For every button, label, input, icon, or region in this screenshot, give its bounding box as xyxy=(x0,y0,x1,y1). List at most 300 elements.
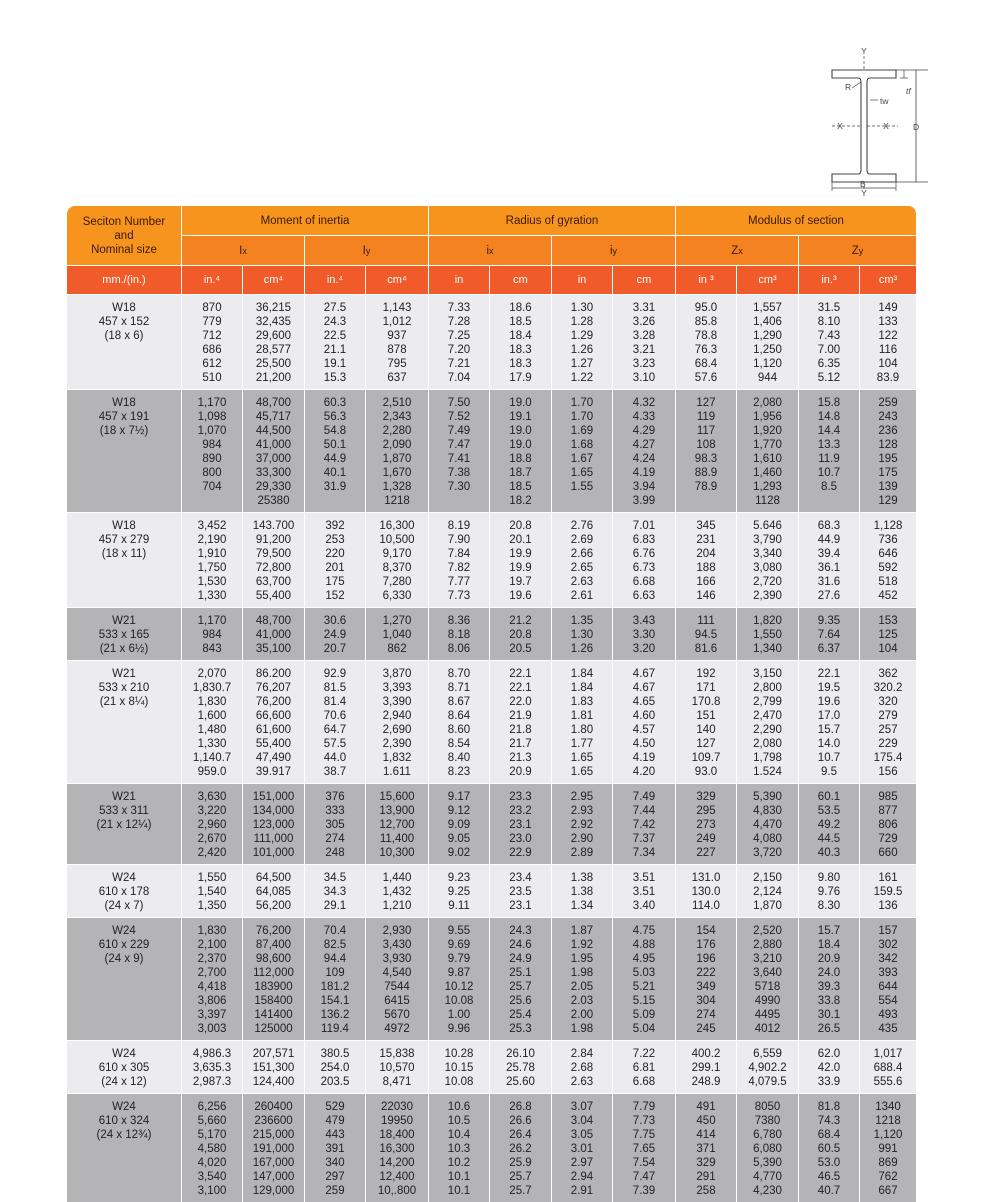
value: 2.65 xyxy=(570,562,594,574)
value: 9.5 xyxy=(821,766,837,778)
value: 7.47 xyxy=(447,439,471,451)
value: 2.91 xyxy=(570,1185,594,1197)
value: 18.4 xyxy=(509,330,532,342)
value: 1218 xyxy=(875,1115,901,1127)
value: 116 xyxy=(878,344,898,356)
value: 7.75 xyxy=(632,1129,656,1141)
value: 8.40 xyxy=(447,752,471,764)
value: 25.60 xyxy=(506,1076,535,1088)
value: 7.43 xyxy=(817,330,841,342)
section-properties-table xyxy=(67,206,917,1202)
value: 11.9 xyxy=(818,453,840,465)
value-cell xyxy=(182,295,243,389)
section-label: (21 x 12¼) xyxy=(96,819,152,831)
value: 127 xyxy=(696,738,716,750)
value: 229 xyxy=(878,738,898,750)
section-label: 533 x 311 xyxy=(99,805,149,817)
value: 2.69 xyxy=(570,534,594,546)
value: 2.66 xyxy=(570,548,594,560)
value: 712 xyxy=(202,330,222,342)
table-body xyxy=(67,294,917,1202)
value: 44.9 xyxy=(323,453,347,465)
value: 16,300 xyxy=(379,520,415,532)
value xyxy=(552,494,612,508)
value: 1.84 xyxy=(570,668,594,680)
value xyxy=(799,494,859,508)
value: 291 xyxy=(696,1171,716,1183)
value: 2.97 xyxy=(570,1157,594,1169)
value: 1,012 xyxy=(382,316,412,328)
value: 140 xyxy=(696,724,716,736)
value-cell xyxy=(737,865,799,917)
value: 149 xyxy=(878,302,898,314)
value: 3.10 xyxy=(632,372,656,384)
value-cell xyxy=(182,918,243,1040)
value-cell xyxy=(552,865,613,917)
value: 18.3 xyxy=(509,358,532,370)
value-cell xyxy=(366,1094,429,1202)
value: 159.5 xyxy=(873,886,903,898)
value: 1,550 xyxy=(753,629,782,641)
value: 295 xyxy=(696,805,716,817)
value: 1.80 xyxy=(570,724,594,736)
value: 34.3 xyxy=(323,886,347,898)
value: 8.23 xyxy=(447,766,471,778)
modulus-of-section-header: Modulus of section xyxy=(676,206,917,235)
value: 1.27 xyxy=(570,358,594,370)
value: 25,500 xyxy=(255,358,292,370)
value-cell xyxy=(305,608,366,660)
value: 86.200 xyxy=(255,668,292,680)
value: 114.0 xyxy=(692,900,720,912)
value: 15,838 xyxy=(379,1048,415,1060)
value: 3.51 xyxy=(632,872,656,884)
value-cell xyxy=(490,608,552,660)
value: 1,920 xyxy=(753,425,782,437)
value: 1.22 xyxy=(570,372,594,384)
value: 667 xyxy=(878,1185,898,1197)
value: 15.8 xyxy=(817,397,841,409)
value: 18.3 xyxy=(509,344,532,356)
value: 6.37 xyxy=(817,643,841,655)
section-label: (24 x 9) xyxy=(104,953,144,965)
section-label: W24 xyxy=(112,925,136,937)
value: 3.30 xyxy=(632,629,656,641)
value: 479 xyxy=(325,1115,345,1127)
value: 231 xyxy=(696,534,716,546)
value: 76,200 xyxy=(255,925,292,937)
value: 3.01 xyxy=(570,1143,594,1155)
value: 1,017 xyxy=(873,1048,903,1060)
value-cell xyxy=(799,1041,860,1093)
value: 3.51 xyxy=(632,886,656,898)
value: 2,070 xyxy=(197,668,227,680)
value: 175 xyxy=(325,576,345,588)
value: 2,510 xyxy=(382,397,412,409)
value: 25.7 xyxy=(509,981,532,993)
value: 204 xyxy=(696,548,716,560)
value: 143.700 xyxy=(252,520,295,532)
value: 340 xyxy=(325,1157,345,1169)
value: 435 xyxy=(878,1023,898,1035)
value: 24.6 xyxy=(509,939,532,951)
value: 18.8 xyxy=(509,453,532,465)
value: 32,435 xyxy=(255,316,292,328)
value-cell xyxy=(552,661,613,783)
value: 4.19 xyxy=(632,467,656,479)
section-label: (24 x 7) xyxy=(104,900,144,912)
value: 2,690 xyxy=(382,724,412,736)
value-cell xyxy=(429,784,490,864)
value: 152 xyxy=(325,590,345,602)
value: 1,210 xyxy=(382,900,412,912)
value: 1,040 xyxy=(382,629,412,641)
subgroup-subscript: x xyxy=(489,245,494,256)
value: 1.70 xyxy=(570,397,594,409)
value: 1,128 xyxy=(873,520,903,532)
value: 4,986.3 xyxy=(192,1048,232,1060)
value: 8,370 xyxy=(382,562,412,574)
unit-header: cm³ xyxy=(737,265,799,294)
value: 10.7 xyxy=(817,752,841,764)
value: 7.39 xyxy=(632,1185,656,1197)
value: 6,256 xyxy=(197,1101,227,1113)
value: 3.04 xyxy=(570,1115,594,1127)
section-header-line-2: and xyxy=(114,229,134,242)
subgroup-subscript: y xyxy=(858,245,864,256)
value: 111 xyxy=(697,615,715,627)
value-cell xyxy=(243,784,305,864)
value: 362 xyxy=(878,668,898,680)
value-cell xyxy=(737,661,799,783)
value: 1.77 xyxy=(570,738,594,750)
value: 10.28 xyxy=(444,1048,474,1060)
value-cell xyxy=(799,1094,860,1202)
value: 3,210 xyxy=(753,953,782,965)
section-cell xyxy=(67,918,182,1040)
value: 55,400 xyxy=(255,590,292,602)
value-cell xyxy=(305,661,366,783)
value: 392 xyxy=(325,520,345,532)
value: 1,910 xyxy=(197,548,227,560)
value: 44,500 xyxy=(255,425,292,437)
value: 3.05 xyxy=(570,1129,594,1141)
value: 4.33 xyxy=(632,411,656,423)
value: 1.30 xyxy=(570,629,594,641)
table-row xyxy=(67,660,917,783)
value: 890 xyxy=(202,453,222,465)
value: 2,799 xyxy=(753,696,782,708)
value: 130.0 xyxy=(691,886,721,898)
value: 79,500 xyxy=(255,548,292,560)
value: 78.8 xyxy=(694,330,718,342)
section-label: W18 xyxy=(112,520,136,532)
unit-header: in.³ xyxy=(799,265,860,294)
value: 1,770 xyxy=(753,439,782,451)
value: 329 xyxy=(696,791,716,803)
value: 134,000 xyxy=(252,805,295,817)
value: 2,280 xyxy=(382,425,412,437)
value: 937 xyxy=(387,330,407,342)
value: 19.6 xyxy=(509,590,532,602)
value: 183900 xyxy=(254,981,293,993)
value: 248 xyxy=(325,847,345,859)
section-cell xyxy=(67,1094,182,1202)
value: 320 xyxy=(878,696,898,708)
value: 8.36 xyxy=(447,615,471,627)
value: 24.3 xyxy=(509,925,532,937)
unit-header: cm³ xyxy=(860,265,917,294)
value-cell xyxy=(737,390,799,512)
value: 1.84 xyxy=(570,682,594,694)
value: 53.5 xyxy=(817,805,841,817)
value: 2,700 xyxy=(197,967,227,979)
value: 62.0 xyxy=(817,1048,841,1060)
value: 68.4 xyxy=(817,1129,841,1141)
value-cell xyxy=(676,1094,737,1202)
value: 7.52 xyxy=(447,411,471,423)
value: 56.3 xyxy=(323,411,347,423)
value: 9.12 xyxy=(447,805,471,817)
value: 36.1 xyxy=(817,562,841,574)
value-cell xyxy=(552,390,613,512)
value: 612 xyxy=(202,358,222,370)
value: 7.41 xyxy=(447,453,471,465)
value-cell xyxy=(613,918,676,1040)
value: 4,830 xyxy=(753,805,782,817)
section-cell xyxy=(67,865,182,917)
value: 393 xyxy=(878,967,898,979)
value-cell xyxy=(243,390,305,512)
value: 493 xyxy=(878,1009,898,1021)
value: 127 xyxy=(696,397,716,409)
value-cell xyxy=(490,295,552,389)
table-row xyxy=(67,864,917,917)
value: 3.23 xyxy=(632,358,656,370)
value: 1,270 xyxy=(382,615,412,627)
value: 26.4 xyxy=(509,1129,532,1141)
value-cell xyxy=(305,918,366,1040)
value: 166 xyxy=(696,576,716,588)
value: 3,430 xyxy=(382,939,412,951)
value: 637 xyxy=(387,372,407,384)
value: 1,820 xyxy=(753,615,782,627)
value: 6.83 xyxy=(632,534,656,546)
value: 5.03 xyxy=(632,967,656,979)
value-cell xyxy=(490,865,552,917)
value: 19.7 xyxy=(509,576,532,588)
value: 31.5 xyxy=(817,302,841,314)
value: 959.0 xyxy=(197,766,227,778)
value: 151,300 xyxy=(252,1062,295,1074)
value: 8.5 xyxy=(821,481,837,493)
value: 61,600 xyxy=(255,724,292,736)
value: 258 xyxy=(696,1185,716,1197)
value: 13.3 xyxy=(817,439,841,451)
value: 4,079.5 xyxy=(748,1076,787,1088)
value: 1.65 xyxy=(570,766,594,778)
value: 274 xyxy=(325,833,345,845)
value-cell xyxy=(676,865,737,917)
value: 450 xyxy=(696,1115,716,1127)
value: 11,400 xyxy=(379,833,415,845)
table-row xyxy=(67,389,917,512)
value: 4,470 xyxy=(753,819,782,831)
value-cell xyxy=(860,784,917,864)
table-row xyxy=(67,917,917,1040)
subgroup-subscript: x xyxy=(242,245,247,256)
value-cell xyxy=(613,661,676,783)
value: 40.1 xyxy=(323,467,347,479)
value: 1,328 xyxy=(382,481,412,493)
subgroup-header-zy xyxy=(799,235,917,265)
value: 1,670 xyxy=(382,467,412,479)
value: 984 xyxy=(202,629,222,641)
value: 25.7 xyxy=(509,1185,532,1197)
value: 42.0 xyxy=(817,1062,841,1074)
value: 30.6 xyxy=(323,615,347,627)
section-cell xyxy=(67,513,182,607)
value: 22.1 xyxy=(509,668,532,680)
value: 2.68 xyxy=(570,1062,594,1074)
value: 5718 xyxy=(754,981,781,993)
value: 108 xyxy=(696,439,716,451)
x-axis-left-label: X xyxy=(837,121,843,131)
value: 236 xyxy=(878,425,898,437)
value: 154 xyxy=(696,925,716,937)
value: 2.05 xyxy=(570,981,594,993)
value: 22.1 xyxy=(817,668,841,680)
value: 1,610 xyxy=(753,453,782,465)
value-cell xyxy=(182,1041,243,1093)
value: 9.76 xyxy=(817,886,841,898)
value: 6.68 xyxy=(632,576,656,588)
value: 22.0 xyxy=(509,696,532,708)
value: 869 xyxy=(878,1157,898,1169)
value: 1,340 xyxy=(753,643,782,655)
value: 5,170 xyxy=(197,1129,227,1141)
value: 41,000 xyxy=(255,629,292,641)
value: 45,717 xyxy=(255,411,292,423)
value: 18.2 xyxy=(509,495,532,507)
value: 2,520 xyxy=(753,925,782,937)
value: 7.22 xyxy=(632,1048,656,1060)
value: 82.5 xyxy=(323,939,347,951)
section-label: W18 xyxy=(112,397,136,409)
value: 20.7 xyxy=(323,643,347,655)
value-cell xyxy=(613,1041,676,1093)
value: 8.70 xyxy=(447,668,471,680)
value-cell xyxy=(737,295,799,389)
value-cell xyxy=(676,784,737,864)
value: 1,870 xyxy=(382,453,412,465)
value: 1,956 xyxy=(753,411,782,423)
value-cell xyxy=(490,513,552,607)
value: 56,200 xyxy=(255,900,292,912)
value: 944 xyxy=(757,372,778,384)
value: 7.50 xyxy=(447,397,471,409)
section-header-line-3: Nominal size xyxy=(91,243,157,256)
value: 686 xyxy=(202,344,222,356)
value: 125000 xyxy=(254,1023,293,1035)
value: 19.6 xyxy=(817,696,841,708)
value: 95.0 xyxy=(694,302,718,314)
value: 39.4 xyxy=(817,548,841,560)
value: 63,700 xyxy=(255,576,292,588)
radius-of-gyration-header: Radius of gyration xyxy=(429,206,676,235)
section-label: 457 x 279 xyxy=(98,534,150,546)
value: 129 xyxy=(878,495,898,507)
value: 1,293 xyxy=(753,481,782,493)
subgroup-subscript: y xyxy=(365,245,371,256)
value: 18.5 xyxy=(509,316,532,328)
value: 10.6 xyxy=(447,1101,471,1113)
value: 279 xyxy=(878,710,898,722)
value: 4,902.2 xyxy=(748,1062,787,1074)
value: 2.76 xyxy=(570,520,594,532)
value: 1.30 xyxy=(570,302,594,314)
value: 8050 xyxy=(754,1101,781,1113)
value: 260400 xyxy=(254,1101,293,1113)
value: 1,143 xyxy=(382,302,412,314)
value: 3.21 xyxy=(632,344,656,356)
value-cell xyxy=(676,918,737,1040)
value: 991 xyxy=(878,1143,898,1155)
value: 136.2 xyxy=(320,1009,350,1021)
value: 6,559 xyxy=(753,1048,782,1060)
value: 6415 xyxy=(384,995,410,1007)
value: 1.29 xyxy=(570,330,594,342)
value: 2.63 xyxy=(570,1076,594,1088)
b-label: B xyxy=(860,179,866,189)
value: 170.8 xyxy=(691,696,721,708)
value-cell xyxy=(676,661,737,783)
value: 2,080 xyxy=(753,397,782,409)
value: 5.21 xyxy=(632,981,656,993)
unit-header: in.⁴ xyxy=(305,265,366,294)
value-cell xyxy=(613,1094,676,1202)
value: 4.19 xyxy=(632,752,656,764)
value: 175.4 xyxy=(873,752,903,764)
section-label: (24 x 12) xyxy=(101,1076,147,1088)
value: 7.44 xyxy=(632,805,656,817)
section-label: W24 xyxy=(112,1101,136,1113)
value-cell xyxy=(429,865,490,917)
value: 4012 xyxy=(754,1023,781,1035)
value: 518 xyxy=(878,576,898,588)
value: 87,400 xyxy=(255,939,292,951)
value: 20.5 xyxy=(509,643,532,655)
value: 88.9 xyxy=(694,467,718,479)
value: 10,.800 xyxy=(377,1185,417,1197)
value: 3,080 xyxy=(753,562,782,574)
value: 21.9 xyxy=(509,710,532,722)
value: 220 xyxy=(325,548,345,560)
value: 7.38 xyxy=(447,467,471,479)
unit-header: in.⁴ xyxy=(182,265,243,294)
value: 877 xyxy=(878,805,898,817)
value: 21.1 xyxy=(323,344,347,356)
value: 6.35 xyxy=(817,358,841,370)
value: 6.63 xyxy=(632,590,656,602)
value: 156 xyxy=(878,766,898,778)
value: 21.3 xyxy=(509,752,532,764)
value: 25.6 xyxy=(509,995,532,1007)
value: 147,000 xyxy=(252,1171,295,1183)
tw-label: tw xyxy=(880,96,889,106)
value: 68.3 xyxy=(817,520,841,532)
value: 29,330 xyxy=(255,481,292,493)
